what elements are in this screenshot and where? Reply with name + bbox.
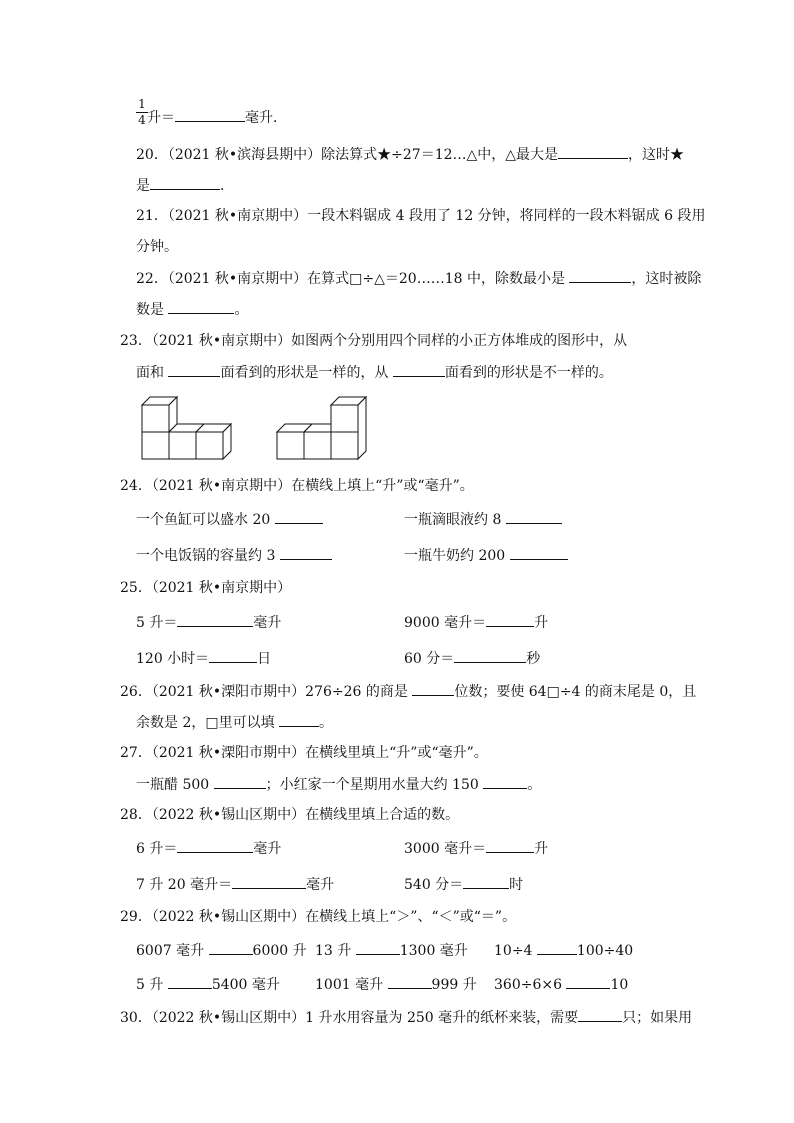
q24-blank-1[interactable] xyxy=(275,509,323,524)
q24-blank-3[interactable] xyxy=(280,545,332,560)
q26-text-a: 26．（2021 秋•溧阳市期中）276÷26 的商是 xyxy=(120,684,408,700)
q23-blank-2[interactable] xyxy=(393,362,445,377)
q24-item-text: 一瓶牛奶约 200 xyxy=(404,548,506,564)
q28-item-c xyxy=(136,874,334,895)
q22-text-c: 数是 xyxy=(136,302,164,318)
q28-text: 6 升＝ xyxy=(136,841,178,857)
q30-text-a: 30．（2022 秋•锡山区期中）1 升水用容量为 250 毫升的纸杯来装，需要 xyxy=(120,1010,579,1026)
q24-item-4 xyxy=(404,545,568,566)
q25-title: 25．（2021 秋•南京期中） xyxy=(120,580,292,596)
q22-blank-1[interactable] xyxy=(569,268,631,283)
q27-text-b: ；小红家一个星期用水量大约 150 xyxy=(265,777,479,793)
q25-blank-d[interactable] xyxy=(454,648,526,663)
q27-blank-1[interactable] xyxy=(214,774,266,789)
q25-blank-b[interactable] xyxy=(486,612,534,627)
q21-line1: 21．（2021 秋•南京期中）一段木料锯成 4 段用了 12 分钟，将同样的一段木料锯成 6 段用 xyxy=(136,208,706,224)
q20-blank-1[interactable] xyxy=(558,144,628,159)
q29-left: 360÷6×6 xyxy=(494,977,562,993)
q24-item-text: 一个鱼缸可以盛水 20 xyxy=(136,512,271,528)
q23-line1: 23．（2021 秋•南京期中）如图两个分别用四个同样的小正方体堆成的图形中，从 xyxy=(120,333,628,349)
cube-front-face xyxy=(331,432,358,459)
q25-item-b xyxy=(404,612,548,633)
q24-blank-4[interactable] xyxy=(510,545,568,560)
q20-line1 xyxy=(136,144,684,165)
q28-text: 7 升 20 毫升＝ xyxy=(136,877,233,893)
q28-unit: 时 xyxy=(509,877,524,893)
q26-text-c: 余数是 2，□里可以填 xyxy=(136,715,275,731)
q23-blank-1[interactable] xyxy=(168,362,220,377)
q28-item-a xyxy=(136,838,281,859)
q25-text: 9000 毫升＝ xyxy=(404,615,487,631)
cube-front-face xyxy=(304,432,331,459)
q28-unit: 毫升 xyxy=(253,841,282,857)
q21-line2: 分钟。 xyxy=(136,239,178,255)
q29-r1-c1 xyxy=(136,940,307,961)
fraction-numerator: 1 xyxy=(138,97,146,111)
q25-text: 5 升＝ xyxy=(136,615,178,631)
q27-text-a: 一瓶醋 500 xyxy=(136,777,210,793)
cube-front-face xyxy=(142,432,169,459)
q26-line1 xyxy=(120,681,696,702)
cube-front-face xyxy=(331,405,358,432)
cube-side-face xyxy=(358,397,366,459)
q26-text-d: 。 xyxy=(319,715,334,731)
cube-front-face xyxy=(169,432,196,459)
q29-r2-c2 xyxy=(315,974,477,995)
cube-front-face xyxy=(196,432,223,459)
q28-blank-d[interactable] xyxy=(463,874,509,889)
q26-blank-2[interactable] xyxy=(279,712,319,727)
q22-line1 xyxy=(136,268,701,289)
q28-unit: 毫升 xyxy=(306,877,335,893)
q28-text: 3000 毫升＝ xyxy=(404,841,487,857)
q24-item-text: 一个电饭锅的容量约 3 xyxy=(136,548,276,564)
q23-line2 xyxy=(136,362,613,383)
q22-text-d: 。 xyxy=(234,302,249,318)
cube-front-face xyxy=(142,405,169,432)
q19-blank[interactable] xyxy=(175,107,245,122)
q20-blank-2[interactable] xyxy=(150,175,220,190)
q29-left: 1001 毫升 xyxy=(315,977,384,993)
q28-unit: 升 xyxy=(534,841,549,857)
q25-unit: 日 xyxy=(257,651,272,667)
q24-title: 24．（2021 秋•南京期中）在横线上填上“升”或“毫升”。 xyxy=(120,478,474,494)
q29-blank[interactable] xyxy=(566,974,610,989)
q25-unit: 毫升 xyxy=(253,615,282,631)
q29-r2-c3 xyxy=(494,974,628,995)
q19-unit-liter: 升＝ xyxy=(147,110,175,126)
q25-blank-c[interactable] xyxy=(209,648,257,663)
q29-blank[interactable] xyxy=(388,974,432,989)
q20-text-d: ． xyxy=(220,178,234,194)
q28-blank-c[interactable] xyxy=(232,874,306,889)
q28-title: 28．（2022 秋•锡山区期中）在横线里填上合适的数。 xyxy=(120,807,460,823)
q23-text-a: 面和 xyxy=(136,365,164,381)
q25-item-a xyxy=(136,612,281,633)
q29-right: 5400 毫升 xyxy=(211,977,280,993)
q29-blank[interactable] xyxy=(209,940,253,955)
q29-right: 999 升 xyxy=(431,977,477,993)
q28-item-d xyxy=(404,874,523,895)
q22-line2 xyxy=(136,299,248,320)
q29-left: 6007 毫升 xyxy=(136,943,205,959)
q19-unit-ml: 毫升． xyxy=(245,110,287,126)
q27-blank-2[interactable] xyxy=(483,774,527,789)
q26-line2 xyxy=(136,712,333,733)
q26-text-b: 位数；要使 64□÷4 的商末尾是 0，且 xyxy=(454,684,697,700)
q28-text: 540 分＝ xyxy=(404,877,464,893)
q23-text-b: 面看到的形状是一样的，从 xyxy=(220,365,389,381)
q29-right: 1300 毫升 xyxy=(399,943,468,959)
q24-item-2 xyxy=(404,509,562,530)
q28-blank-a[interactable] xyxy=(177,838,253,853)
q29-r1-c2 xyxy=(315,940,468,961)
q27-title: 27．（2021 秋•溧阳市期中）在横线里填上“升”或“毫升”。 xyxy=(120,745,488,761)
fraction-denominator: 4 xyxy=(138,113,146,127)
q29-right: 6000 升 xyxy=(252,943,307,959)
q20-text-c: 是 xyxy=(136,178,150,194)
q19-tail-line xyxy=(147,107,287,128)
q23-text-c: 面看到的形状是不一样的。 xyxy=(444,365,613,381)
q29-title: 29．（2022 秋•锡山区期中）在横线上填上“＞”、“＜”或“＝”。 xyxy=(120,909,517,925)
q29-r2-c1 xyxy=(136,974,280,995)
q25-item-c xyxy=(136,648,271,669)
cube-front-face xyxy=(277,432,304,459)
q29-left: 10÷4 xyxy=(494,943,533,959)
q24-item-1 xyxy=(136,509,323,530)
q22-text-b: ，这时被除 xyxy=(631,271,702,287)
q20-text-b: ，这时★ xyxy=(628,147,685,163)
q28-blank-b[interactable] xyxy=(486,838,534,853)
q25-blank-a[interactable] xyxy=(177,612,253,627)
q29-right: 10 xyxy=(610,977,629,993)
q24-blank-2[interactable] xyxy=(506,509,562,524)
q20-text-a: 20．（2021 秋•滨海县期中）除法算式★÷27＝12…△中，△最大是 xyxy=(136,147,559,163)
q25-text: 120 小时＝ xyxy=(136,651,210,667)
q20-line2 xyxy=(136,175,234,196)
q24-item-text: 一瓶滴眼液约 8 xyxy=(404,512,502,528)
q27-line xyxy=(136,774,541,795)
q28-item-b xyxy=(404,838,548,859)
q29-r1-c3 xyxy=(494,940,633,961)
q30-line1 xyxy=(120,1007,692,1028)
q25-item-d xyxy=(404,648,540,669)
q30-text-b: 只；如果用 xyxy=(622,1010,693,1026)
q29-left: 13 升 xyxy=(315,943,352,959)
q22-text-a: 22．（2021 秋•南京期中）在算式□÷△＝20……18 中，除数最小是 xyxy=(136,271,565,287)
cube-figure-right xyxy=(275,395,370,463)
q30-blank-1[interactable] xyxy=(578,1007,622,1022)
q24-item-3 xyxy=(136,545,332,566)
q29-left: 5 升 xyxy=(136,977,164,993)
q27-text-c: 。 xyxy=(527,777,542,793)
q26-blank-1[interactable] xyxy=(412,681,454,696)
q22-blank-2[interactable] xyxy=(168,299,234,314)
q29-blank[interactable] xyxy=(537,940,577,955)
q25-text: 60 分＝ xyxy=(404,651,455,667)
q29-right: 100÷40 xyxy=(576,943,634,959)
q25-unit: 秒 xyxy=(526,651,541,667)
cube-figure-left xyxy=(140,395,235,463)
q29-blank[interactable] xyxy=(356,940,400,955)
q25-unit: 升 xyxy=(534,615,549,631)
q29-blank[interactable] xyxy=(168,974,212,989)
